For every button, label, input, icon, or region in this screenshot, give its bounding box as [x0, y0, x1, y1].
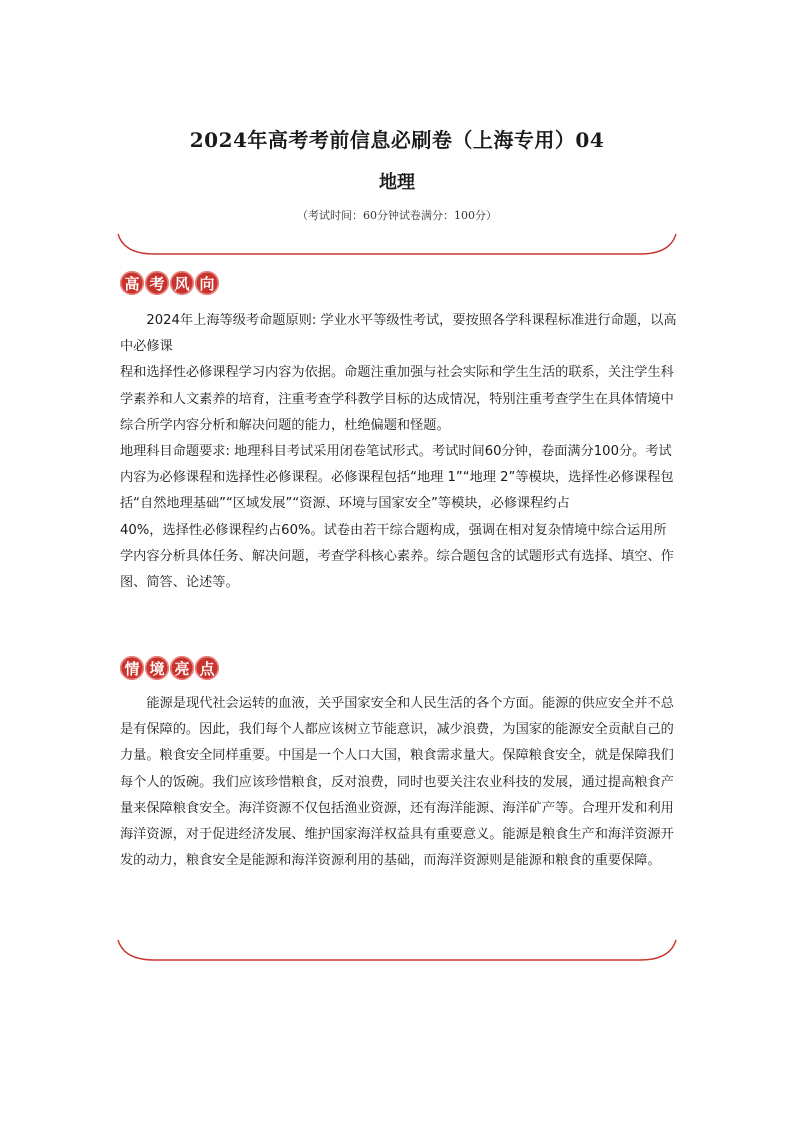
trend-section-text	[120, 308, 678, 596]
highlight-section-text	[120, 691, 678, 874]
section-badge-trend	[120, 271, 219, 295]
section-badge-highlight	[120, 656, 219, 680]
paragraph: 40%，选择性必修课程约占60%。试卷由若干综合题构成，强调在相对复杂情境中综合运用所学内容分析具体任务、解决问题，考查学科核心素养。综合题包含的试题形式有选择、填空、作图、简答、论述等。	[120, 522, 674, 591]
badge-char: 亮	[170, 656, 194, 680]
bottom-divider-arc	[114, 936, 680, 966]
paragraph: 地理科目命题要求: 地理科目考试采用闭卷笔试形式。考试时间60分钟，卷面满分100分。考试内容为必修课程和选择性必修课程。必修课程包括“地理 1”“地理 2”等模块，选择性必修课程包括“自然地理基础”“区域发展”“资源、环境与国家安全”等模块，必修课程约占	[120, 444, 674, 512]
paragraph: 程和选择性必修课程学习内容为依据。命题注重加强与社会实际和学生生活的联系，关注学生科学素养和人文素养的培育，注重考查学科教学目标的达成情况，特别注重考查学生在具体情境中综合所学内容分析和解决问题的能力，杜绝偏题和怪题。	[120, 365, 674, 433]
subject-title: 地理	[379, 172, 415, 193]
top-divider-arc	[114, 230, 680, 260]
exam-info: （考试时间：60分钟试卷满分：100分）	[297, 209, 497, 222]
badge-char: 风	[170, 271, 194, 295]
badge-char: 点	[195, 656, 219, 680]
badge-char: 境	[145, 656, 169, 680]
badge-char: 情	[120, 656, 144, 680]
badge-char: 考	[145, 271, 169, 295]
badge-char: 高	[120, 271, 144, 295]
paragraph: 2024年上海等级考命题原则: 学业水平等级性考试，要按照各学科课程标准进行命题，以高中必修课	[120, 313, 677, 355]
paragraph: 能源是现代社会运转的血液，关乎国家安全和人民生活的各个方面。能源的供应安全并不总是有保障的。因此，我们每个人都应该树立节能意识，减少浪费，为国家的能源安全贡献自己的力量。粮食安全同样重要。中国是一个人口大国，粮食需求量大。保障粮食安全，就是保障我们每个人的饭碗。我们应该珍惜粮食，反对浪费，同时也要关注农业科技的发展，通过提高粮食产量来保障粮食安全。海洋资源不仅包括渔业资源，还有海洋能源、海洋矿产等。合理开发和利用海洋资源，对于促进经济发展、维护国家海洋权益具有重要意义。能源是粮食生产和海洋资源开发的动力，粮食安全是能源和海洋资源利用的基础，而海洋资源则是能源和粮食的重要保障。	[120, 696, 674, 869]
badge-char: 向	[195, 271, 219, 295]
page-title: 2024年高考考前信息必刷卷（上海专用）04	[189, 128, 605, 152]
